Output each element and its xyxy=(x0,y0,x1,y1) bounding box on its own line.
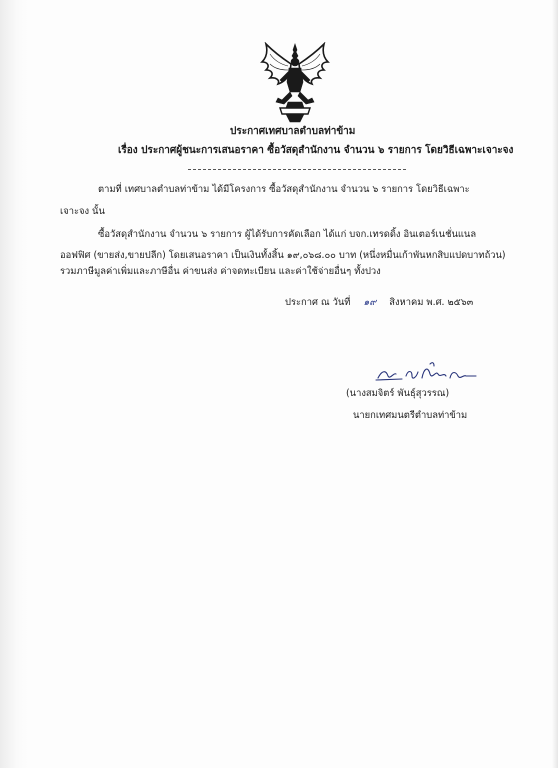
separator-line xyxy=(188,169,406,170)
signatory-position: นายกเทศมนตรีตำบลท่าข้าม xyxy=(353,410,468,421)
garuda-emblem-icon xyxy=(258,42,332,124)
document-subject: เรื่อง ประกาศผู้ชนะการเสนอราคา ซื้อวัสดุสำนักงาน จำนวน ๖ รายการ โดยวิธีเฉพาะเจาะจง xyxy=(118,145,514,156)
paragraph-2-line-2: ออฟฟิศ (ขายส่ง,ขายปลีก) โดยเสนอราคา เป็นเงินทั้งสิ้น ๑๙,๐๖๘.๐๐ บาท (หนึ่งหมื่นเก้าพันหกสิบแปดบาทถ้วน) xyxy=(60,250,506,261)
signatory-name: (นางสมจิตร์ พันธุ์สุวรรณ) xyxy=(346,388,450,399)
date-day-handwritten: ๑๙ xyxy=(363,297,377,308)
announcement-date xyxy=(285,297,473,309)
scan-shadow-right xyxy=(552,0,558,768)
paragraph-1-line-2: เจาะจง นั้น xyxy=(60,206,105,217)
paragraph-2-line-3: รวมภาษีมูลค่าเพิ่มและภาษีอื่น ค่าขนส่ง ค่าจดทะเบียน และค่าใช้จ่ายอื่นๆ ทั้งปวง xyxy=(60,266,381,277)
date-prefix: ประกาศ ณ วันที่ xyxy=(285,297,351,308)
paragraph-2-line-1: ซื้อวัสดุสำนักงาน จำนวน ๖ รายการ ผู้ได้รับการคัดเลือก ได้แก่ บจก.เทรดดิ้ง อินเตอร์เนชั่นแนล xyxy=(98,229,477,240)
handwritten-signature xyxy=(372,360,482,386)
scan-shadow-left xyxy=(0,0,28,768)
date-month-year: สิงหาคม พ.ศ. ๒๕๖๓ xyxy=(389,297,474,308)
document-title: ประกาศเทศบาลตำบลท่าข้าม xyxy=(230,126,356,137)
paragraph-1-line-1: ตามที่ เทศบาลตำบลท่าข้าม ได้มีโครงการ ซื้อวัสดุสำนักงาน จำนวน ๖ รายการ โดยวิธีเฉพาะ xyxy=(98,184,470,195)
